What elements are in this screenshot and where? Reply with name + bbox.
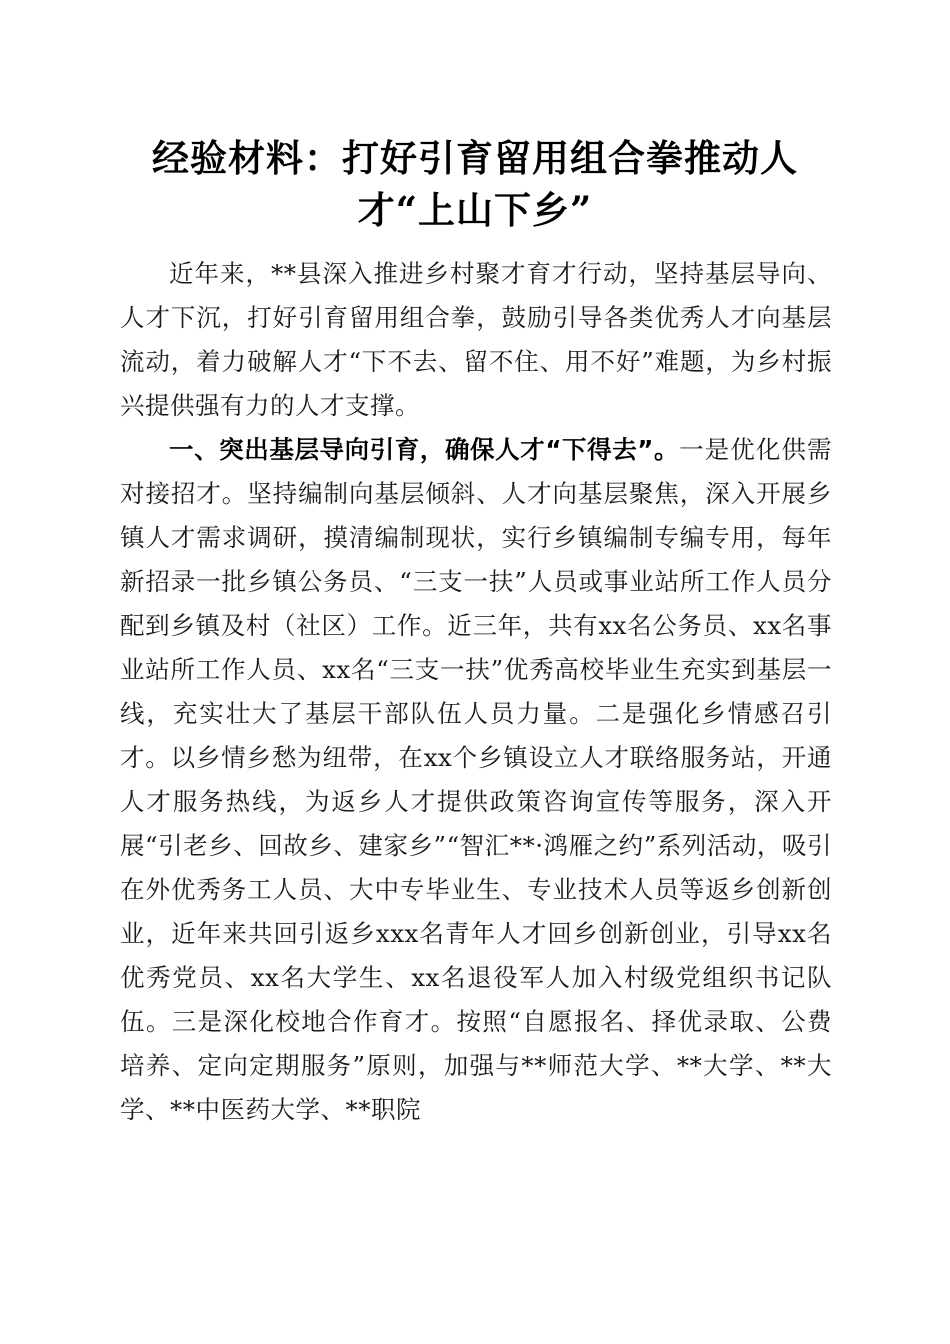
section-one-paragraph — [120, 428, 832, 1132]
section-one-heading: 一、突出基层导向引育，确保人才“下得去”。 — [169, 435, 680, 464]
document-title: 经验材料：打好引育留用组合拳推动人才“上山下乡” — [152, 136, 798, 232]
intro-paragraph: 近年来，**县深入推进乡村聚才育才行动，坚持基层导向、人才下沉，打好引育留用组合拳，鼓励引导各类优秀人才向基层流动，着力破解人才“下不去、留不住、用不好”难题，为乡村振兴提供强有力的人才支撑。 — [120, 259, 832, 420]
section-one-body: 一是优化供需对接招才。坚持编制向基层倾斜、人才向基层聚焦，深入开展乡镇人才需求调研，摸清编制现状，实行乡镇编制专编专用，每年新招录一批乡镇公务员、“三支一扶”人员或事业站所工作人员分配到乡镇及村（社区）工作。近三年，共有xx名公务员、xx名事业站所工作人员、xx名“三支一扶”优秀高校毕业生充实到基层一线，充实壮大了基层干部队伍人员力量。二是强化乡情感召引才。以乡情乡愁为纽带，在xx个乡镇设立人才联络服务站，开通人才服务热线，为返乡人才提供政策咨询宣传等服务，深入开展“引老乡、回故乡、建家乡”“智汇**·鸿雁之约”系列活动，吸引在外优秀务工人员、大中专毕业生、专业技术人员等返乡创新创业，近年来共回引返乡xxx名青年人才回乡创新创业，引导xx名优秀党员、xx名大学生、xx名退役军人加入村级党组织书记队伍。三是深化校地合作育才。按照“自愿报名、择优录取、公费培养、定向定期服务”原则，加强与**师范大学、**大学、**大学、**中医药大学、**职院 — [120, 435, 833, 1124]
document-body — [120, 252, 832, 1132]
